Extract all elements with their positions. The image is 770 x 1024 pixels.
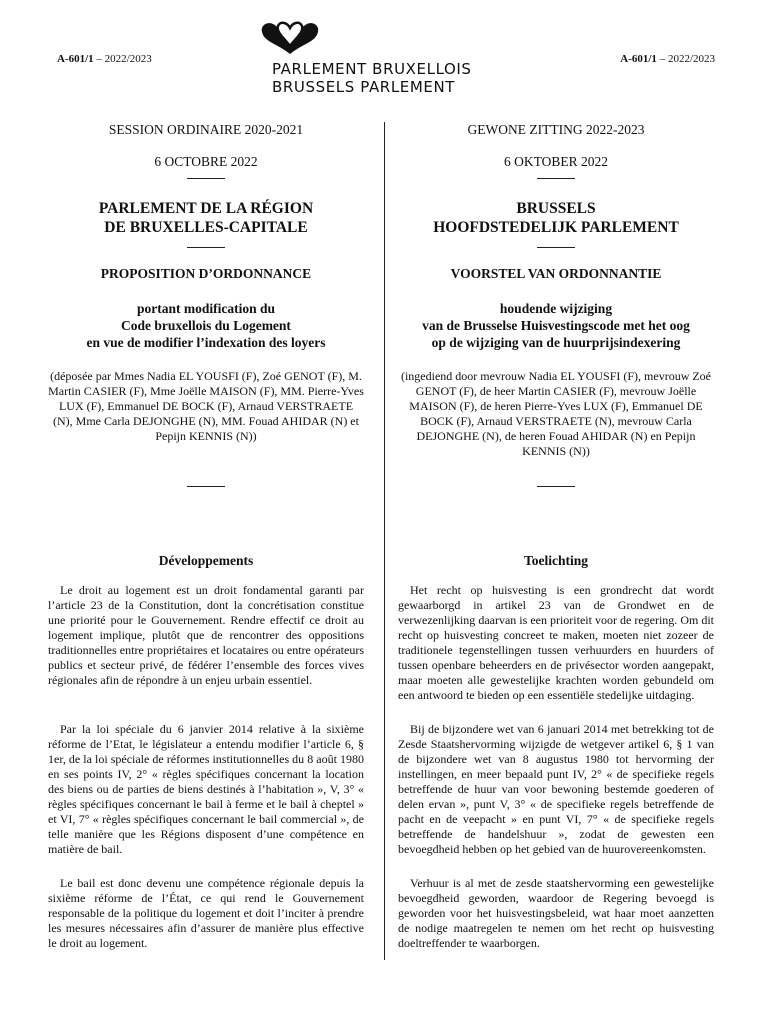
parliament-name-line: BRUSSELS [516, 200, 596, 217]
logo-text-nl: BRUSSELS PARLEMENT [272, 78, 456, 96]
subject-line: Code bruxellois du Logement [121, 318, 291, 333]
separator [187, 178, 225, 179]
ref-code: A-601/1 [620, 53, 657, 65]
subject-line: houdende wijziging [499, 301, 613, 316]
subject-line: en vue de modifier l’indexation des loyers [86, 335, 326, 350]
ref-year: – 2022/2023 [656, 53, 715, 65]
parliament-name [48, 199, 364, 237]
paragraph: Le droit au logement est un droit fondamental garanti par l’article 23 de la Constitution, dont la concrétisation constitue une priorité pour le Gouvernement. Rendre effectif ce droit au logement implique, plutôt que de rencontrer des oppositions traditionnelles entre propriétaires et locataires ou entre opérateurs publics et secteur privé, de fédérer l’ensemble des forces vives régionales afin de répondre à un enjeu urbain essentiel. [48, 583, 364, 687]
dutch-column [398, 122, 714, 950]
subject-line: portant modification du [136, 301, 275, 316]
document-date: 6 OCTOBRE 2022 [154, 154, 258, 169]
section-title: Développements [158, 553, 254, 568]
column-divider [384, 122, 385, 960]
paragraph: Le bail est donc devenu une compétence régionale depuis la sixième réforme de l’État, ce qui rend le Gouvernement responsable de la politique du logement et doit l’inciter à prendre les mesures nécessaires afin d’assurer de manière plus effective le droit au logement. [48, 876, 364, 950]
logo-text-fr: PARLEMENT BRUXELLOIS [272, 60, 472, 78]
authors-list: (déposée par Mmes Nadia EL YOUSFI (F), Zoé GENOT (F), M. Martin CASIER (F), Mme Joëlle MAISON (F), MM. Pierre-Yves LUX (F), Emmanuel DE BOCK (F), Arnaud VERSTRAETE (N), Mme Carla DEJONGHE (N), MM. Fouad AHIDAR (N) et Pepijn KENNIS (N)) [48, 369, 364, 443]
document-subject [398, 300, 714, 351]
document-reference-right [620, 53, 715, 65]
paragraph: Bij de bijzondere wet van 6 januari 2014 met betrekking tot de Zesde Staatshervorming wijzigde de wetgever artikel 6, § 1 van de bijzondere wet van 8 augustus 1980 tot hervorming der instellingen, en meer bepaald punt IV, 2° « de specifieke regels betreffende de huur van voor bewoning bestemde goederen of delen ervan », punt V, 3° « de specifieke regels betreffende de pacht en de veepacht » en punt VI, 7° « de specifieke regels betreffende de handelshuur », zodat de gewesten een bevoegdheid hebben op het gebied van de huurovereenkomsten. [398, 722, 714, 856]
authors-list: (ingediend door mevrouw Nadia EL YOUSFI (F), mevrouw Zoé GENOT (F), de heer Martin CASIER (F), mevrouw Joëlle MAISON (F), de heren Pierre-Yves LUX (F), Emmanuel DE BOCK (F), Arnaud VERSTRAETE (N), mevrouw Carla DEJONGHE (N), de heren Fouad AHIDAR (N) en Pepijn KENNIS (N)) [400, 369, 712, 458]
ref-year: – 2022/2023 [93, 53, 152, 65]
subject-line: op de wijziging van de huurprijsindexering [431, 335, 681, 350]
document-type: PROPOSITION D’ORDONNANCE [100, 266, 312, 281]
session-label: SESSION ORDINAIRE 2020-2021 [108, 122, 304, 137]
parliament-name-line: DE BRUXELLES-CAPITALE [104, 219, 308, 236]
hearts-logo-icon [258, 20, 322, 58]
paragraph: Het recht op huisvesting is een grondrecht dat wordt gewaarborgd in artikel 23 van de Grondwet en de verwezenlijking daarvan is een prioriteit voor de regering. Om dit recht op huisvesting concreet te maken, moeten niet zozeer de traditionele tegenstellingen tussen verhuurders en huurders of tussen openbare beheerders en de privésector worden aangepakt, maar moeten alle gewestelijke krachten worden gebundeld om een antwoord te bieden op een essentiële stedelijke uitdaging. [398, 583, 714, 702]
parliament-name [398, 199, 714, 237]
french-column [48, 122, 364, 950]
document-reference-left [57, 53, 152, 65]
session-label: GEWONE ZITTING 2022-2023 [467, 122, 645, 137]
parliament-name-line: HOOFDSTEDELIJK PARLEMENT [433, 219, 679, 236]
ref-code: A-601/1 [57, 53, 94, 65]
paragraph: Par la loi spéciale du 6 janvier 2014 relative à la sixième réforme de l’Etat, le législateur a entendu modifier l’article 6, § 1er, de la loi spéciale de réformes institutionnelles du 8 août 1980 en ses points IV, 2° « règles spécifiques concernant la location des biens ou de parties de biens destinés à l’habitation », V, 3° « règles spécifiques concernant le bail à ferme et le bail à cheptel » et VI, 7° « règles spécifiques concernant le bail commercial », de telle manière que les Régions disposent d’une compétence en matière de bail. [48, 722, 364, 856]
section-title: Toelichting [523, 553, 588, 568]
document-type: VOORSTEL VAN ORDONNANTIE [450, 266, 662, 281]
subject-line: van de Brusselse Huisvestingscode met het oog [422, 318, 690, 333]
document-subject [48, 300, 364, 351]
document-date: 6 OKTOBER 2022 [503, 154, 608, 169]
separator [187, 486, 225, 487]
parliament-name-line: PARLEMENT DE LA RÉGION [98, 200, 314, 217]
separator [537, 247, 575, 248]
separator [187, 247, 225, 248]
paragraph: Verhuur is al met de zesde staatshervorming een gewestelijke bevoegdheid geworden, waardoor de Regering bevoegd is geworden voor het huisvestingsbeleid, wat haar moet aanzetten de nodige maatregelen te nemen om het recht op huisvesting doeltreffender te waarborgen. [398, 876, 714, 950]
separator [537, 486, 575, 487]
separator [537, 178, 575, 179]
